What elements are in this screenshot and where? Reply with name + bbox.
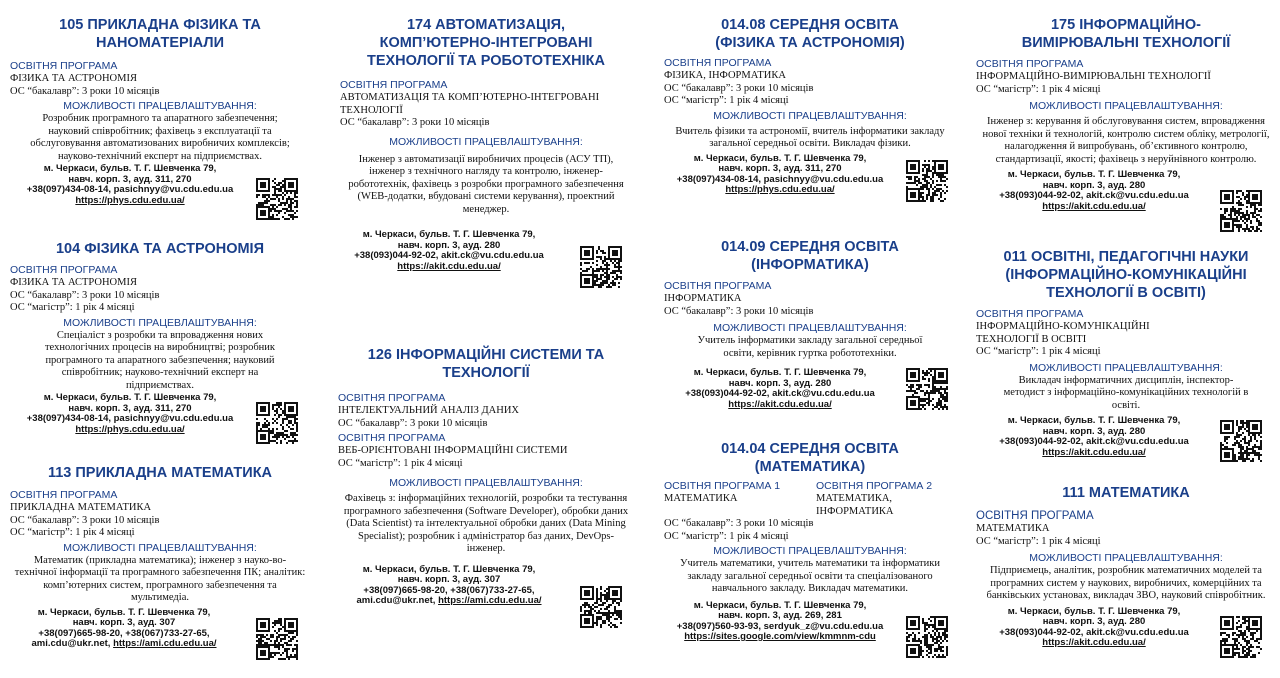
contact-address: м. Черкаси, бульв. Т. Г. Шевченка 79, <box>37 606 211 618</box>
contact-room: навч. корп. 3, ауд. 280 <box>1042 616 1146 627</box>
contact-room: навч. корп. 3, ауд. 311, 270 <box>718 163 842 174</box>
contact-address: м. Черкаси, бульв. Т. Г. Шевченка 79, <box>43 163 217 174</box>
website-link[interactable]: https://sites.google.com/view/kmmnm-cdu <box>684 631 876 642</box>
section-title: 104 ФІЗИКА ТА АСТРОНОМІЯ <box>55 241 265 257</box>
qr-code-icon <box>580 246 622 288</box>
website-link[interactable]: https://akit.cdu.edu.ua/ <box>1042 637 1146 648</box>
contact-address: м. Черкаси, бульв. Т. Г. Шевченка 79, <box>43 392 217 403</box>
contact-phone-email: +38(093)044-92-02, akit.ck@vu.cdu.edu.ua <box>999 626 1189 638</box>
employment-label: МОЖЛИВОСТІ ПРАЦЕВЛАШТУВАННЯ: <box>63 100 257 112</box>
study-duration-master: ОС “магістр”: 1 рік 4 місяці <box>10 527 135 538</box>
program-label: ОСВІТНЯ ПРОГРАМА <box>976 308 1084 320</box>
employment-text: Інженер з: керування й обслуговування систем, впровадження нової техніки й технологій, контролю систем обліку, метрології, налагодження й випробувань, об’єктивного контролю, стандартизації, якості; фахівець з неруйнівного контролю. <box>982 116 1270 165</box>
section-174 <box>334 16 638 272</box>
contact-address: м. Черкаси, бульв. Т. Г. Шевченка 79, <box>693 367 867 378</box>
study-duration-master: ОС “магістр”: 1 рік 4 місяці <box>338 457 463 469</box>
contact-block <box>10 393 250 435</box>
qr-code-icon <box>906 368 948 410</box>
study-duration-master: ОС “магістр”: 1 рік 4 місяці <box>664 530 789 542</box>
contact-block <box>976 416 1212 458</box>
program-label: ОСВІТНЯ ПРОГРАМА <box>976 510 1094 522</box>
study-duration-master: ОС “магістр”: 1 рік 4 місяці <box>10 302 135 313</box>
program-1-name: МАТЕМАТИКА <box>664 493 738 504</box>
program-1-label: ОСВІТНЯ ПРОГРАМА 1 <box>664 480 781 492</box>
study-duration-master: ОС “магістр”: 1 рік 4 місяці <box>976 346 1101 357</box>
contact-phone-email: +38(093)044-92-02, akit.ck@vu.cdu.edu.ua <box>354 250 544 261</box>
contact-address: м. Черкаси, бульв. Т. Г. Шевченка 79, <box>693 599 867 611</box>
employment-label: МОЖЛИВОСТІ ПРАЦЕВЛАШТУВАННЯ: <box>63 316 257 329</box>
contact-block <box>976 170 1212 212</box>
section-title: 175 ІНФОРМАЦІЙНО- ВИМІРЮВАЛЬНІ ТЕХНОЛОГІЇ <box>1021 17 1231 51</box>
contact-room: навч. корп. 3, ауд. 311, 270 <box>68 402 192 414</box>
program-name: АВТОМАТИЗАЦІЯ ТА КОМП’ЮТЕРНО-ІНТЕГРОВАНІ ТЕХНОЛОГІЇ <box>340 92 600 116</box>
contact-phone-email: +38(093)044-92-02, akit.ck@vu.cdu.edu.ua <box>999 190 1189 201</box>
contact-room: навч. корп. 3, ауд. 269, 281 <box>718 610 842 621</box>
study-duration-bachelor: ОС “бакалавр”: 3 роки 10 місяців <box>338 417 488 429</box>
section-title: 126 ІНФОРМАЦІЙНІ СИСТЕМИ ТА ТЕХНОЛОГІЇ <box>367 347 605 381</box>
contact-address: м. Черкаси, бульв. Т. Г. Шевченка 79, <box>362 229 536 240</box>
program-2 <box>816 480 960 518</box>
contact-phone-email: +38(093)044-92-02, akit.ck@vu.cdu.edu.ua <box>999 436 1189 447</box>
contact-room: навч. корп. 3, ауд. 311, 270 <box>68 173 192 185</box>
employment-label: МОЖЛИВОСТІ ПРАЦЕВЛАШТУВАННЯ: <box>713 109 907 122</box>
program-label-2: ОСВІТНЯ ПРОГРАМА <box>338 432 446 444</box>
contact-phone-email: +38(097)434-08-14, pasichnyy@vu.cdu.edu.ua <box>26 184 234 195</box>
contact-phone-email: +38(093)044-92-02, akit.ck@vu.cdu.edu.ua <box>685 388 875 399</box>
study-duration-master: ОС “магістр”: 1 рік 4 місяці <box>976 83 1101 95</box>
qr-code-icon <box>1220 616 1262 658</box>
contact-phone-email: +38(097)560-93-93, serdyuk_z@vu.cdu.edu.ua <box>676 620 884 632</box>
program-name: ІНФОРМАЦІЙНО-КОМУНІКАЦІЙНІ ТЕХНОЛОГІЇ В ОСВІТІ <box>976 321 1150 345</box>
employment-label: МОЖЛИВОСТІ ПРАЦЕВЛАШТУВАННЯ: <box>1029 361 1223 374</box>
section-title: 014.09 СЕРЕДНЯ ОСВІТА (ІНФОРМАТИКА) <box>721 239 899 273</box>
employment-text: Учитель інформатики закладу загальної середньої освіти, керівник гуртка робототехніки. <box>697 335 923 359</box>
website-link[interactable]: https://akit.cdu.edu.ua/ <box>728 398 832 410</box>
program-label: ОСВІТНЯ ПРОГРАМА <box>338 392 446 404</box>
employment-label: МОЖЛИВОСТІ ПРАЦЕВЛАШТУВАННЯ: <box>1029 100 1223 112</box>
website-link[interactable]: https://phys.cdu.edu.ua/ <box>725 184 835 195</box>
section-014-04 <box>660 440 960 643</box>
employment-text: Математик (прикладна математика); інженер з науко-во-технічної інформації та програмного забезпечення ПК; аналітик: комп’ютерних систем, програмного забезпечення та мультимедіа. <box>14 554 306 603</box>
contact-email-web <box>334 596 564 607</box>
qr-code-icon <box>1220 420 1262 462</box>
website-link[interactable]: https://phys.cdu.edu.ua/ <box>75 423 185 435</box>
program-name: ФІЗИКА, ІНФОРМАТИКА <box>664 70 786 81</box>
program-1 <box>664 480 808 518</box>
contact-room: навч. корп. 3, ауд. 307 <box>72 617 176 628</box>
program-name: ІНФОРМАТИКА <box>664 293 742 304</box>
contact-block <box>976 607 1212 649</box>
contact-room: навч. корп. 3, ауд. 280 <box>728 377 832 389</box>
contact-block <box>660 368 900 410</box>
study-duration-bachelor: ОС “бакалавр”: 3 роки 10 місяців <box>10 514 160 526</box>
website-link[interactable]: https://ami.cdu.edu.ua/ <box>113 638 217 649</box>
study-duration-bachelor: ОС “бакалавр”: 3 роки 10 місяців <box>10 289 160 301</box>
qr-code-icon <box>256 402 298 444</box>
contact-email-web <box>10 639 238 650</box>
website-link[interactable]: https://ami.cdu.edu.ua/ <box>438 595 542 606</box>
website-link[interactable]: https://phys.cdu.edu.ua/ <box>75 194 185 206</box>
employment-text: Фахівець з: інформаційних технологій, розробки та тестування програмного забезпечення (Software Developer), обробки даних (Data Scientist) та інтелектуальної обробки даних (Data Mining Specialist); розробник і адміністратор баз даних, DevOps-інженер. <box>343 493 629 554</box>
employment-label: МОЖЛИВОСТІ ПРАЦЕВЛАШТУВАННЯ: <box>389 477 583 489</box>
contact-phone: +38(097)665-98-20, +38(067)733-27-65, <box>363 584 535 596</box>
program-columns <box>660 480 960 518</box>
contact-phone-email: +38(097)434-08-14, pasichnyy@vu.cdu.edu.ua <box>26 413 234 424</box>
contact-room: навч. корп. 3, ауд. 280 <box>1042 425 1146 437</box>
section-title: 174 АВТОМАТИЗАЦІЯ, КОМП’ЮТЕРНО-ІНТЕГРОВАНІ ТЕХНОЛОГІЇ ТА РОБОТОТЕХНІКА <box>366 17 606 69</box>
section-title: 014.04 СЕРЕДНЯ ОСВІТА (МАТЕМАТИКА) <box>721 441 899 475</box>
employment-label: МОЖЛИВОСТІ ПРАЦЕВЛАШТУВАННЯ: <box>713 545 907 557</box>
website-link[interactable]: https://akit.cdu.edu.ua/ <box>1042 446 1146 458</box>
program-label: ОСВІТНЯ ПРОГРАМА <box>10 264 118 276</box>
employment-text: Викладач інформатичних дисциплін, інспектор-методист з інформаційно-комунікаційних технологій в освіті. <box>1003 374 1249 411</box>
contact-email: ami.cdu@ukr.net, <box>31 638 114 649</box>
contact-block <box>660 601 900 643</box>
section-title: 014.08 СЕРЕДНЯ ОСВІТА (ФІЗИКА ТА АСТРОНОМІЯ) <box>715 17 905 51</box>
program-name: ІНТЕЛЕКТУАЛЬНИЙ АНАЛІЗ ДАНИХ <box>338 405 520 416</box>
employment-text: Інженер з автоматизації виробничих процесів (АСУ ТП), інженер з технічного нагляду та контролю, інженер-робототехнік, фахівець з розробки програмного забезпечення (WEB-додатки, вбудовані системи керування), проектний менеджер. <box>348 153 624 215</box>
employment-label: МОЖЛИВОСТІ ПРАЦЕВЛАШТУВАННЯ: <box>389 135 583 148</box>
contact-block <box>660 154 900 196</box>
employment-text: Підприємець, аналітик, розробник математичних моделей та програмних систем у наукових, виробничих, комерційних та банківських установах, викладач ЗВО, науковий співробітник. <box>986 565 1266 601</box>
contact-address: м. Черкаси, бульв. Т. Г. Шевченка 79, <box>362 563 536 575</box>
program-label: ОСВІТНЯ ПРОГРАМА <box>664 57 772 69</box>
study-duration-master: ОС “магістр”: 1 рік 4 місяці <box>664 95 789 106</box>
employment-text: Учитель математики, учитель математики та інформатики закладу загальної середньої освіти та спеціалізованого навчального закладу. Викладач математики. <box>680 558 940 594</box>
program-label: ОСВІТНЯ ПРОГРАМА <box>664 280 772 292</box>
study-duration-bachelor: ОС “бакалавр”: 3 роки 10 місяців <box>664 518 814 529</box>
program-2-name: МАТЕМАТИКА, ІНФОРМАТИКА <box>816 493 894 517</box>
section-title: 111 МАТЕМАТИКА <box>1062 485 1190 501</box>
program-name: ІНФОРМАЦІЙНО-ВИМІРЮВАЛЬНІ ТЕХНОЛОГІЇ <box>976 71 1211 82</box>
program-name: МАТЕМАТИКА <box>976 523 1050 534</box>
study-duration: ОС “бакалавр”: 3 роки 10 місяців <box>340 117 490 128</box>
employment-label: МОЖЛИВОСТІ ПРАЦЕВЛАШТУВАННЯ: <box>63 541 257 554</box>
section-175 <box>976 16 1276 212</box>
contact-email: ami.cdu@ukr.net, <box>356 595 439 606</box>
program-label: ОСВІТНЯ ПРОГРАМА <box>340 79 448 91</box>
qr-code-icon <box>906 616 948 658</box>
employment-label: МОЖЛИВОСТІ ПРАЦЕВЛАШТУВАННЯ: <box>1029 552 1223 564</box>
study-duration-master: ОС “магістр”: 1 рік 4 місяці <box>976 535 1101 547</box>
qr-code-icon <box>906 160 948 202</box>
study-duration-bachelor: ОС “бакалавр”: 3 роки 10 місяців <box>664 82 814 94</box>
section-title: 105 ПРИКЛАДНА ФІЗИКА ТА НАНОМАТЕРІАЛИ <box>59 17 261 51</box>
contact-room: навч. корп. 3, ауд. 307 <box>397 574 501 585</box>
website-link[interactable]: https://akit.cdu.edu.ua/ <box>1042 200 1146 212</box>
employment-label: МОЖЛИВОСТІ ПРАЦЕВЛАШТУВАННЯ: <box>713 322 907 334</box>
study-duration: ОС “бакалавр”: 3 роки 10 місяців <box>664 305 814 317</box>
qr-code-icon <box>1220 190 1262 232</box>
qr-code-icon <box>256 178 298 220</box>
contact-address: м. Черкаси, бульв. Т. Г. Шевченка 79, <box>1007 415 1181 426</box>
qr-code-icon <box>580 586 622 628</box>
qr-code-icon <box>256 618 298 660</box>
program-name-2: ВЕБ-ОРІЄНТОВАНІ ІНФОРМАЦІЙНІ СИСТЕМИ <box>338 445 568 456</box>
program-name: ФІЗИКА ТА АСТРОНОМІЯ <box>10 73 137 84</box>
contact-address: м. Черкаси, бульв. Т. Г. Шевченка 79, <box>1007 605 1181 617</box>
program-label: ОСВІТНЯ ПРОГРАМА <box>976 58 1084 70</box>
employment-text: Вчитель фізики та астрономії, вчитель інформатики закладу загальної середньої освіти. Викладач фізики. <box>675 125 945 149</box>
section-126 <box>334 346 638 607</box>
contact-address: м. Черкаси, бульв. Т. Г. Шевченка 79, <box>693 152 867 164</box>
website-link[interactable]: https://akit.cdu.edu.ua/ <box>397 260 501 272</box>
contact-phone-email: +38(097)434-08-14, pasichnyy@vu.cdu.edu.ua <box>676 173 884 185</box>
program-name: ФІЗИКА ТА АСТРОНОМІЯ <box>10 277 137 288</box>
program-2-label: ОСВІТНЯ ПРОГРАМА 2 <box>816 480 933 492</box>
program-label: ОСВІТНЯ ПРОГРАМА <box>10 60 118 72</box>
contact-block <box>334 230 564 272</box>
employment-text: Спеціаліст з розробки та впровадження нових технологічних процесів на виробництві; розробник програмного та апаратного забезпечення; науковий співробітник; науково-технічний експерт на підприємствах. <box>44 329 276 391</box>
study-duration: ОС “бакалавр”: 3 роки 10 місяців <box>10 85 160 97</box>
contact-address: м. Черкаси, бульв. Т. Г. Шевченка 79, <box>1007 169 1181 180</box>
program-label: ОСВІТНЯ ПРОГРАМА <box>10 489 118 501</box>
contact-room: навч. корп. 3, ауд. 280 <box>1042 179 1146 191</box>
section-title: 113 ПРИКЛАДНА МАТЕМАТИКА <box>47 465 273 481</box>
contact-phone: +38(097)665-98-20, +38(067)733-27-65, <box>38 627 210 639</box>
section-title: 011 ОСВІТНІ, ПЕДАГОГІЧНІ НАУКИ (ІНФОРМАЦІЙНО-КОМУНІКАЦІЙНІ ТЕХНОЛОГІЇ В ОСВІТІ) <box>1003 249 1249 301</box>
contact-block <box>10 608 238 650</box>
contact-block <box>334 565 564 607</box>
employment-text: Розробник програмного та апаратного забезпечення; науковий співробітник; фахівець з експлуатації та обслуговування автоматизованих виробничих комплексів; науково-технічний експерт на підприємствах. <box>30 113 290 162</box>
contact-room: навч. корп. 3, ауд. 280 <box>397 239 501 251</box>
program-name: ПРИКЛАДНА МАТЕМАТИКА <box>10 502 152 513</box>
contact-block <box>10 164 250 206</box>
